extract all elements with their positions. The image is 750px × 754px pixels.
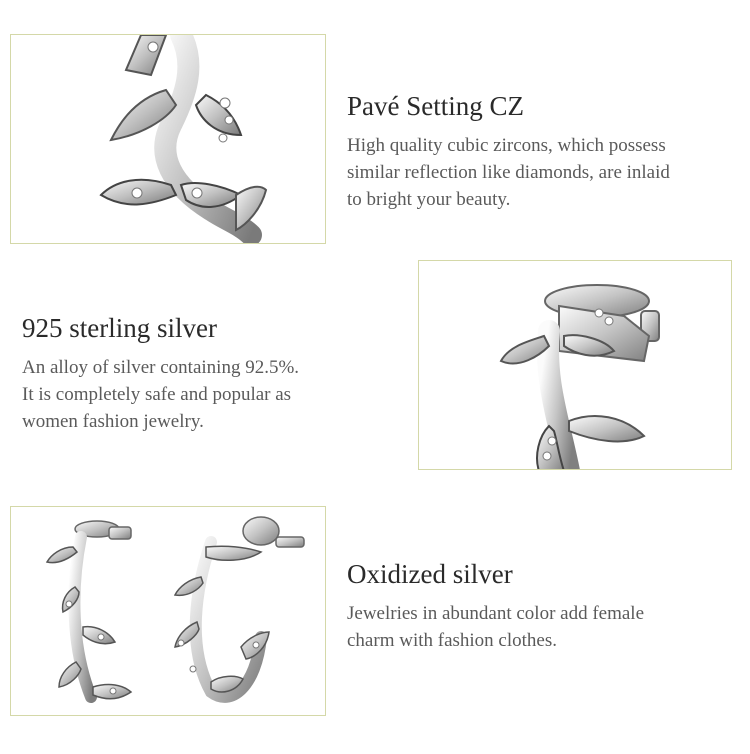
feature-sterling-silver: [22, 312, 402, 435]
product-image-stud-closeup: [418, 260, 732, 470]
feature-oxidized-silver: [347, 558, 747, 654]
product-image-earring-pair: [10, 506, 326, 716]
desc-line: to bright your beauty.: [347, 189, 511, 211]
desc-line: similar reflection like diamonds, are inlaid: [347, 162, 670, 184]
feature-pave-setting: [347, 90, 747, 213]
feature-description: [347, 600, 747, 654]
desc-line: High quality cubic zircons, which possess: [347, 135, 666, 157]
feature-description: [22, 354, 402, 435]
desc-line: An alloy of silver containing 92.5%.: [22, 357, 300, 379]
earring-closeup-illustration: [11, 35, 326, 244]
desc-line: Jewelries in abundant color add female: [347, 603, 645, 625]
feature-title: 925 sterling silver: [22, 313, 217, 343]
feature-title: Oxidized silver: [347, 559, 513, 589]
desc-line: women fashion jewelry.: [22, 411, 204, 433]
desc-line: It is completely safe and popular as: [22, 384, 292, 406]
earring-pair-illustration: [11, 507, 326, 716]
earring-post-illustration: [419, 261, 732, 470]
desc-line: charm with fashion clothes.: [347, 630, 558, 652]
product-image-pave-closeup: [10, 34, 326, 244]
feature-title: Pavé Setting CZ: [347, 91, 524, 121]
feature-description: [347, 132, 747, 213]
